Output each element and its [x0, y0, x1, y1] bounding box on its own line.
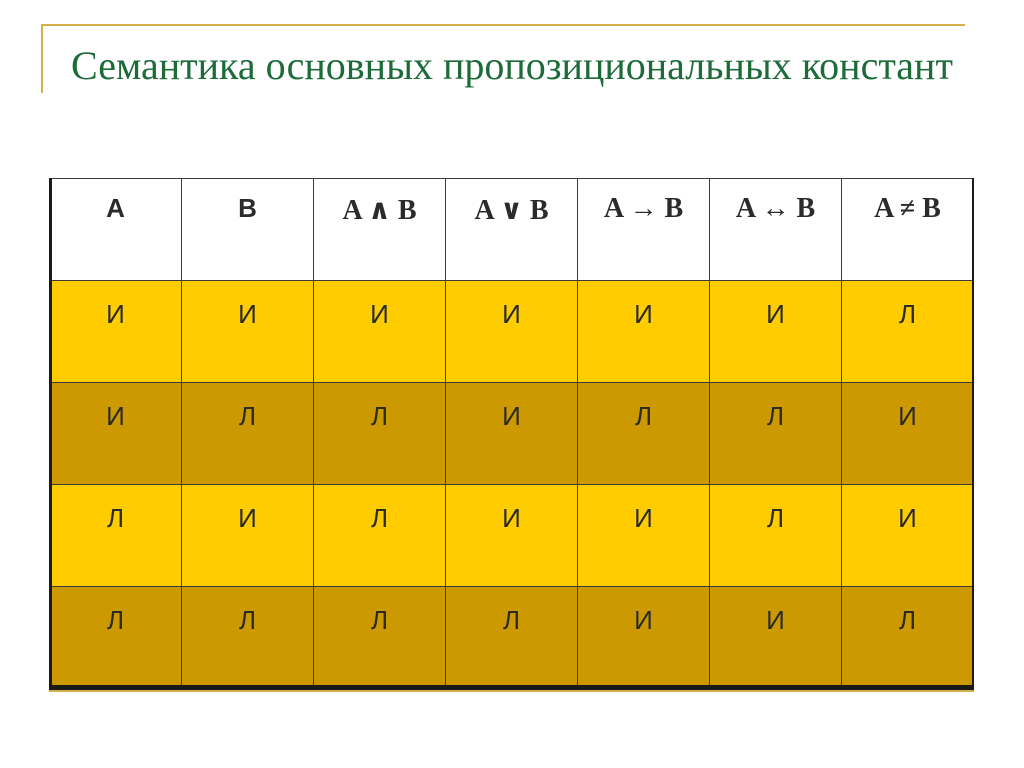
- header-cell-b: [182, 179, 314, 281]
- table-cell: [50, 281, 182, 383]
- table-row: [50, 383, 974, 485]
- table-cell: [842, 485, 974, 587]
- table-cell: [446, 485, 578, 587]
- table-cell: [50, 485, 182, 587]
- table-cell: [182, 281, 314, 383]
- cell-value: Л: [370, 605, 389, 635]
- cell-value: Л: [766, 503, 785, 533]
- header-row: [50, 179, 974, 281]
- header-label: A ↔ B: [735, 193, 816, 224]
- truth-table-container: [49, 178, 974, 691]
- cell-value: Л: [502, 605, 521, 635]
- cell-value: И: [898, 503, 917, 533]
- table-cell: [446, 587, 578, 690]
- cell-value: Л: [898, 605, 917, 635]
- slide-title: Семантика основных пропозициональных констант: [71, 43, 953, 88]
- header-cell-a: [50, 179, 182, 281]
- table-cell: [314, 485, 446, 587]
- cell-value: И: [766, 299, 785, 329]
- table-cell: [50, 383, 182, 485]
- cell-value: И: [238, 503, 257, 533]
- accent-line-left: [41, 25, 43, 93]
- header-cell-equivalence: [710, 179, 842, 281]
- cell-value: И: [634, 299, 653, 329]
- cell-value: И: [370, 299, 389, 329]
- header-label: A: [106, 193, 125, 223]
- table-cell: [314, 281, 446, 383]
- cell-value: Л: [898, 299, 917, 329]
- table-cell: [314, 587, 446, 690]
- cell-value: И: [238, 299, 257, 329]
- cell-value: Л: [766, 401, 785, 431]
- accent-line-top: [41, 24, 965, 26]
- table-border-bottom: [49, 685, 974, 688]
- table-row: [50, 485, 974, 587]
- table-cell: [710, 281, 842, 383]
- cell-value: И: [502, 401, 521, 431]
- header-label: A ∨ B: [474, 195, 549, 226]
- table-cell: [182, 485, 314, 587]
- table-cell: [842, 383, 974, 485]
- table-row: [50, 587, 974, 690]
- table-cell: [446, 281, 578, 383]
- table-cell: [710, 383, 842, 485]
- cell-value: Л: [634, 401, 653, 431]
- cell-value: И: [502, 503, 521, 533]
- cell-value: Л: [106, 605, 125, 635]
- cell-value: И: [106, 401, 125, 431]
- cell-value: И: [766, 605, 785, 635]
- table-cell: [710, 485, 842, 587]
- header-cell-conjunction: [314, 179, 446, 281]
- table-cell: [50, 587, 182, 690]
- cell-value: Л: [238, 401, 257, 431]
- cell-value: И: [634, 605, 653, 635]
- cell-value: Л: [370, 503, 389, 533]
- table-cell: [578, 587, 710, 690]
- table-border-left: [49, 178, 52, 687]
- cell-value: И: [106, 299, 125, 329]
- cell-value: Л: [238, 605, 257, 635]
- header-cell-implication: [578, 179, 710, 281]
- table-cell: [578, 485, 710, 587]
- table-cell: [842, 281, 974, 383]
- cell-value: И: [634, 503, 653, 533]
- cell-value: И: [898, 401, 917, 431]
- table-cell: [182, 383, 314, 485]
- header-label: A ∧ B: [342, 195, 417, 226]
- table-cell: [578, 281, 710, 383]
- table-cell: [842, 587, 974, 690]
- truth-table: [49, 178, 974, 691]
- table-cell: [182, 587, 314, 690]
- table-cell: [578, 383, 710, 485]
- table-cell: [710, 587, 842, 690]
- header-cell-xor: [842, 179, 974, 281]
- table-border-right: [972, 178, 974, 687]
- cell-value: И: [502, 299, 521, 329]
- table-row: [50, 281, 974, 383]
- header-label: A ≠ B: [874, 193, 941, 224]
- header-label: A → B: [603, 193, 684, 224]
- header-label: B: [238, 193, 257, 223]
- cell-value: Л: [370, 401, 389, 431]
- accent-line-bottom: [49, 690, 974, 692]
- table-cell: [314, 383, 446, 485]
- header-cell-disjunction: [446, 179, 578, 281]
- cell-value: Л: [106, 503, 125, 533]
- table-cell: [446, 383, 578, 485]
